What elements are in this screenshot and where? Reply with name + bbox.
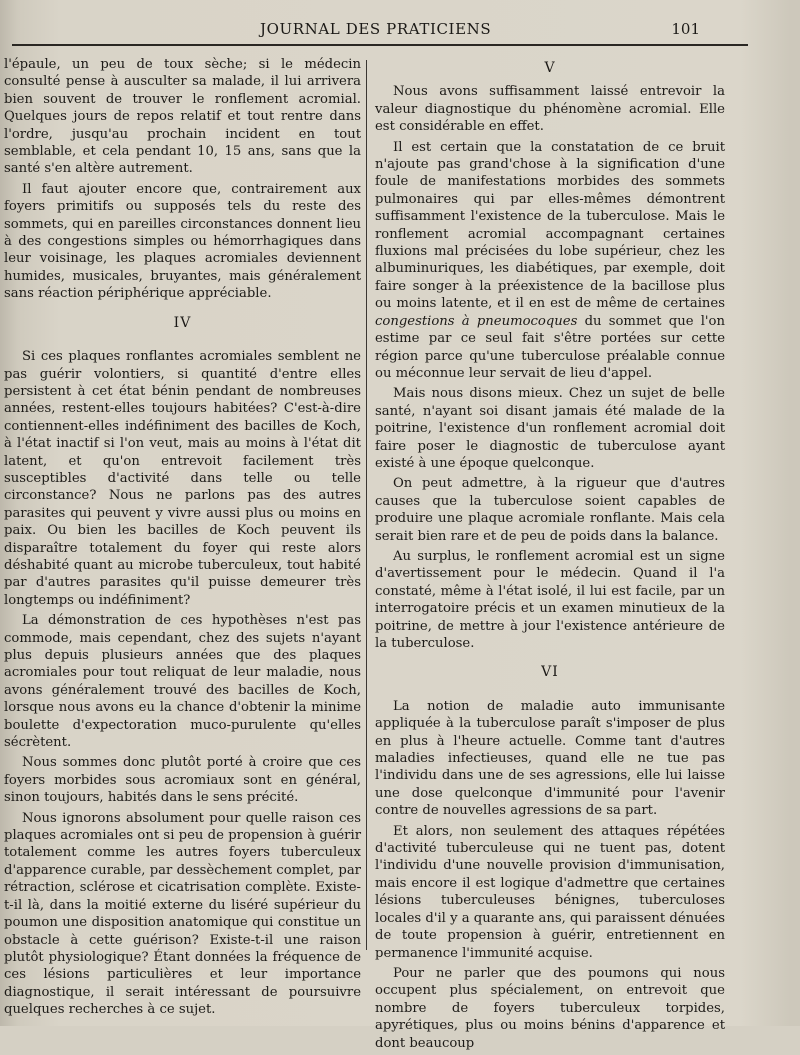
section-heading-vi: VI [541, 664, 559, 681]
paragraph: l'épaule, un peu de toux sèche; si le médecin consulté pense à ausculter sa malade, il lui arrivera bien souvent de trouver le ronflement acromial. Quelques jours de repos relatif et tout rentre dans l'ordre, jusqu'au prochain incident en tout semblable, et cela pendant 10, 15 ans, sans que la santé s'en altère autrement. [4, 57, 361, 177]
paragraph: Nous avons suffisamment laissé entrevoir la valeur diagnostique du phénomène acromial. Elle est considérable en effet. [375, 84, 725, 135]
italic-phrase: congestions à pneumocoques [375, 313, 578, 329]
paragraph: On peut admettre, à la rigueur que d'autres causes que la tuberculose soient capables de produire une plaque acromiale ronflante. Mais cela serait bien rare et de peu de poids dans la balance. [375, 476, 725, 544]
paragraph: Il faut ajouter encore que, contrairement aux foyers primitifs ou supposés tels du reste des sommets, qui en pareilles circonstances donnent lieu à des congestions simples ou hémorrhagiques dans leur voisinage, les plaques acromiales deviennent humides, musicales, bruyantes, mais généralement sans réaction périphérique appréciable. [4, 181, 361, 302]
paragraph: Si ces plaques ronflantes acromiales semblent ne pas guérir volontiers, si quantité d'entre elles persistent à cet état bénin pendant de nombreuses années, restent-elles toujours habitées? C'est-à-dire contiennent-elles indéfiniment des bacilles de Koch, à l'état inactif si l'on veut, mais au moins à l'état dit latent, et qu'on entrevoit facilement très susceptibles d'activité dans telle ou telle circonstance? Nous ne parlons pas des autres parasites qui peuvent y vivre aussi plus ou moins en paix. Ou bien les bacilles de Koch peuvent ils disparaître totalement du foyer qui reste alors déshabité quant au microbe tuberculeux, tout habité par d'autres parasites qu'il puisse demeurer très longtemps ou indéfiniment? [4, 349, 361, 608]
column-divider [366, 60, 367, 950]
paragraph [375, 139, 725, 383]
paragraph: La notion de maladie auto immunisante appliquée à la tuberculose paraît s'imposer de plus en plus à l'heure actuelle. Comme tant d'autres maladies infectieuses, quand elle ne tue pas l'individu dans une de ses agressions, elle lui laisse une dose quelconque d'immunité pour l'avenir contre de nouvelles agressions de sa part. [375, 698, 725, 819]
paragraph-text: Il est certain que la constatation de ce bruit n'ajoute pas grand'chose à la signification d'une foule de manifestations morbides des sommets pulmonaires qui par elles-mêmes démontrent suffisamment l'existence de la tuberculose. Mais le ronflement acromial accompagnant certaines fluxions mal précisées du lobe supérieur, chez les albuminuriques, les diabétiques, par exemple, doit faire songer à la préexistence de la bacillose plus ou moins latente, et il en est de même de certaines [375, 139, 725, 312]
page-number: 101 [671, 20, 700, 38]
journal-title: JOURNAL DES PRATICIENS [260, 20, 492, 38]
section-heading-iv: IV [173, 314, 192, 331]
paragraph: Nous sommes donc plutôt porté à croire que ces foyers morbides sous acromiaux sont en général, sinon toujours, habités dans le sens précité. [4, 755, 361, 806]
running-header [250, 18, 720, 42]
paragraph: Pour ne parler que des poumons qui nous occupent plus spécialement, on entrevoit que nombre de foyers tuberculeux torpides, apyrétiques, plus ou moins bénins d'apparence et dont beaucoup [375, 965, 725, 1051]
right-column [375, 56, 725, 1055]
left-column [4, 56, 361, 1022]
paragraph-text: du sommet que l'on estime par ce seul fait s'être portées sur cette région parce qu'une tuberculose préalable connue ou méconnue leur servait de lieu d'appel. [375, 313, 725, 381]
paragraph: La démonstration de ces hypothèses n'est pas commode, mais cependant, chez des sujets n'ayant plus depuis plusieurs années que des plaques acromiales pour tout reliquat de leur maladie, nous avons généralement trouvé des bacilles de Koch, lorsque nous avons eu la chance d'obtenir la minime boulette d'expectoration muco-purulente qu'elles sécrètent. [4, 613, 361, 751]
paragraph: Nous ignorons absolument pour quelle raison ces plaques acromiales ont si peu de propension à guérir totalement comme les autres foyers tuberculeux d'apparence curable, par dessèchement complet, par rétraction, sclérose et cicatrisation complète. Existe-t-il là, dans la moitié externe du liséré supérieur du poumon une disposition anatomique qui constitue un obstacle à cette guérison? Existe-t-il une raison plutôt physiologique? Étant données la fréquence de ces lésions particulières et leur importance diagnostique, il serait intéressant de poursuivre quelques recherches à ce sujet. [4, 810, 361, 1018]
section-heading-v: V [544, 60, 556, 76]
paragraph: Au surplus, le ronflement acromial est un signe d'avertissement pour le médecin. Quand il l'a constaté, même à l'état isolé, il lui est facile, par un interrogatoire précis et un examen minutieux de la poitrine, de mettre à jour l'existence antérieure de la tuberculose. [375, 548, 725, 651]
paragraph: Mais nous disons mieux. Chez un sujet de belle santé, n'ayant soi disant jamais été malade de la poitrine, l'existence d'un ronflement acromial doit faire poser le diagnostic de tuberculose ayant existé à une époque quelconque. [375, 386, 725, 471]
paragraph: Et alors, non seulement des attaques répétées d'activité tuberculeuse qui ne tuent pas, dotent l'individu d'une nouvelle provision d'immunisation, mais encore il est logique d'admettre que certaines lésions tuberculeuses bénignes, tuberculoses locales d'il y a quarante ans, qui paraissent dénuées de toute propension à guérir, entretiennent en permanence l'immunité acquise. [375, 823, 726, 961]
header-rule [12, 44, 748, 46]
